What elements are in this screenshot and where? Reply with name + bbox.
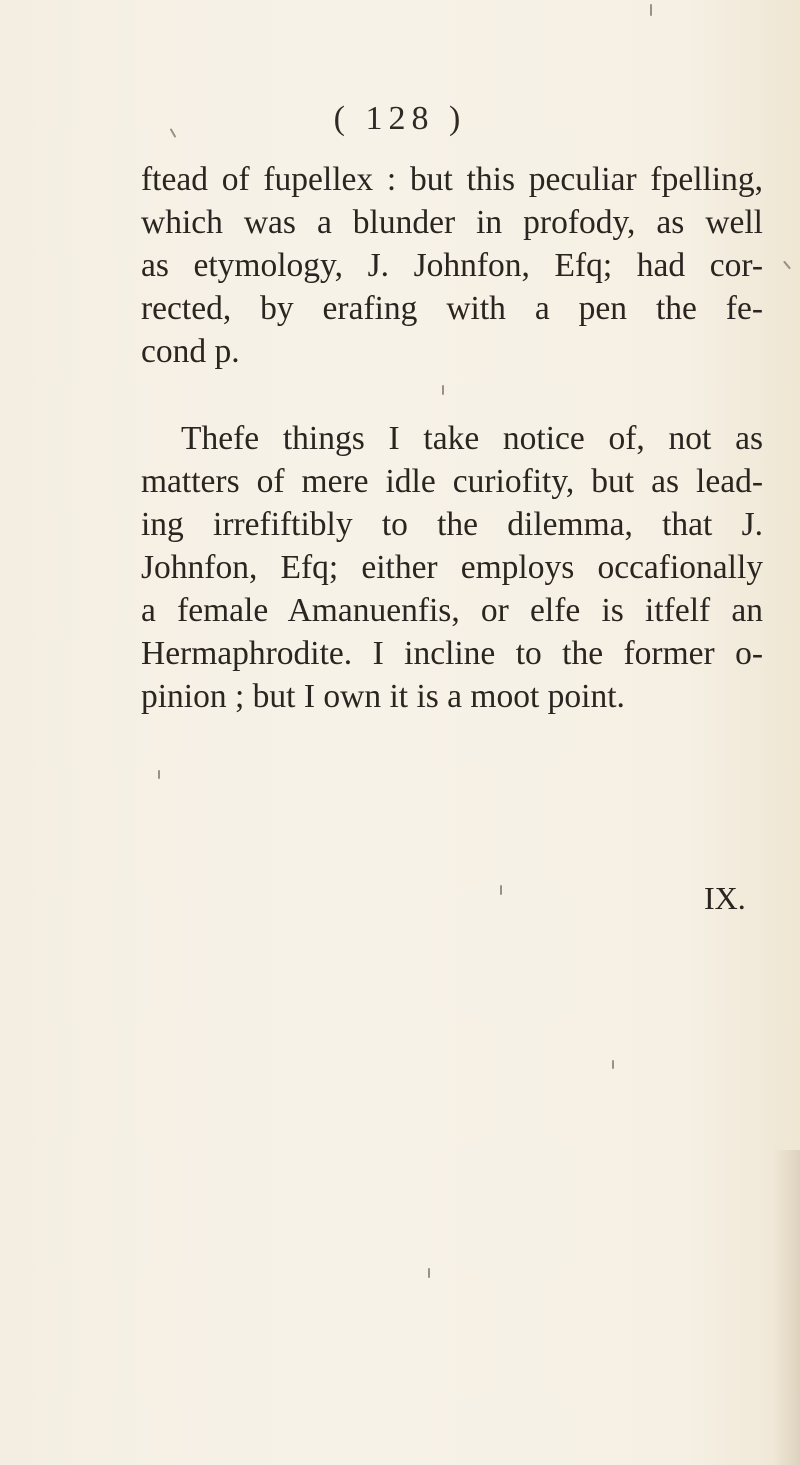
text-line: a female Amanuenfis, or elfe is itfelf an (141, 592, 763, 629)
text-line: matters of mere idle curiofity, but as lead- (141, 463, 763, 500)
text-line: cond p. (141, 333, 240, 370)
text-line: ftead of fupellex : but this peculiar fpelling, (141, 161, 763, 198)
paper-speck (500, 885, 502, 895)
paper-speck (158, 770, 160, 779)
paper-speck (428, 1268, 430, 1278)
paragraph-2 (141, 417, 763, 718)
page-number: ( 128 ) (333, 100, 467, 137)
text-line: Hermaphrodite. I incline to the former o- (141, 635, 763, 672)
paper-speck (612, 1060, 614, 1069)
text-line: as etymology, J. Johnfon, Efq; had cor- (141, 247, 763, 284)
text-line: rected, by erafing with a pen the fe- (141, 290, 763, 327)
page-edge-shadow (772, 1150, 800, 1465)
text-line: pinion ; but I own it is a moot point. (141, 678, 625, 715)
paragraph-1 (141, 158, 763, 373)
text-line: ing irrefiftibly to the dilemma, that J. (141, 506, 763, 543)
text-line: Johnfon, Efq; either employs occafionally (141, 549, 763, 586)
paper-speck (650, 4, 652, 16)
paper-speck (783, 261, 791, 270)
text-line: which was a blunder in profody, as well (141, 204, 763, 241)
text-line: Thefe things I take notice of, not as (181, 420, 763, 457)
paper-speck (442, 385, 444, 395)
catchword: IX. (704, 880, 746, 916)
